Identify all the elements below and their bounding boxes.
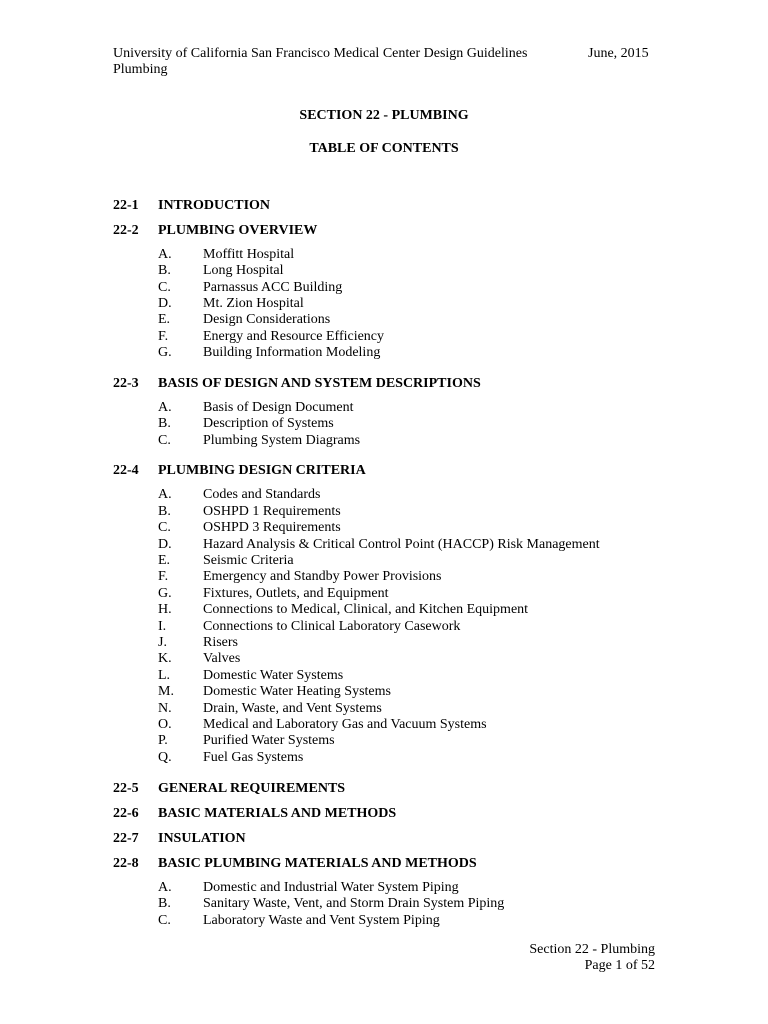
subsection-title: Mt. Zion Hospital — [203, 295, 304, 311]
table-of-contents — [113, 189, 673, 929]
toc-section — [113, 463, 673, 766]
header-date: June, 2015 — [588, 46, 649, 61]
subsection-letter: P. — [158, 733, 168, 749]
section-heading: PLUMBING DESIGN CRITERIA — [158, 463, 366, 479]
footer-section: Section 22 - Plumbing — [529, 942, 655, 957]
header-subtitle: Plumbing — [113, 62, 168, 78]
section-heading: PLUMBING OVERVIEW — [158, 222, 318, 238]
subsection-list — [113, 247, 673, 362]
subsection-letter: B. — [158, 896, 171, 912]
subsection-item — [113, 263, 673, 279]
subsection-item — [113, 247, 673, 263]
subsection-letter: H. — [158, 602, 172, 618]
subsection-title: Domestic Water Systems — [203, 667, 344, 683]
subsection-title: OSHPD 1 Requirements — [203, 503, 341, 519]
section-heading: BASIS OF DESIGN AND SYSTEM DESCRIPTIONS — [158, 375, 481, 391]
subsection-letter: G. — [158, 345, 172, 361]
header-title: University of California San Francisco Medical Center Design Guidelines — [113, 46, 528, 61]
section-number: 22-5 — [113, 780, 139, 796]
subsection-title: Domestic and Industrial Water System Piping — [203, 880, 459, 895]
toc-section-heading — [113, 463, 673, 479]
subsection-letter: Q. — [158, 749, 172, 765]
subsection-letter: O. — [158, 716, 172, 732]
subsection-letter: M. — [158, 684, 174, 700]
subsection-letter: N. — [158, 700, 172, 716]
section-heading: GENERAL REQUIREMENTS — [158, 780, 346, 796]
section-number: 22-7 — [113, 830, 139, 846]
subsection-letter: K. — [158, 651, 172, 667]
section-heading: INTRODUCTION — [158, 197, 271, 213]
subsection-title: Fuel Gas Systems — [203, 749, 304, 765]
toc-section-heading — [113, 806, 673, 822]
subsection-letter: E. — [158, 552, 171, 568]
subsection-title: Connections to Medical, Clinical, and Kitchen Equipment — [203, 602, 529, 618]
section-number: 22-8 — [113, 855, 139, 871]
subsection-item — [113, 280, 673, 296]
toc-section — [113, 831, 673, 847]
toc-section — [113, 781, 673, 797]
section-number: 22-2 — [113, 222, 139, 238]
subsection-item — [113, 602, 673, 618]
subsection-title: Medical and Laboratory Gas and Vacuum Systems — [203, 716, 487, 732]
subsection-item — [113, 504, 673, 520]
subsection-item — [113, 896, 673, 912]
subsection-item — [113, 586, 673, 602]
subsection-title: Long Hospital — [203, 263, 284, 279]
page-footer — [529, 942, 655, 975]
subsection-letter: E. — [158, 312, 171, 328]
subsection-item — [113, 487, 673, 503]
subsection-letter: I. — [158, 618, 167, 634]
toc-section-heading — [113, 376, 673, 392]
subsection-item — [113, 416, 673, 432]
subsection-item — [113, 668, 673, 684]
subsection-title: Hazard Analysis & Critical Control Point (HACCP) Risk Management — [203, 536, 600, 552]
subsection-letter: B. — [158, 503, 171, 519]
section-title: SECTION 22 - PLUMBING — [299, 108, 469, 123]
subsection-letter: B. — [158, 416, 171, 432]
subsection-letter: G. — [158, 585, 172, 601]
subsection-item — [113, 312, 673, 328]
subsection-item — [113, 651, 673, 667]
subsection-title: Codes and Standards — [203, 487, 321, 503]
toc-section-heading — [113, 831, 673, 847]
subsection-title: Purified Water Systems — [203, 733, 335, 749]
subsection-title: Connections to Clinical Laboratory Casework — [203, 618, 461, 634]
subsection-letter: A. — [158, 399, 172, 415]
toc-section-heading — [113, 198, 673, 214]
subsection-item — [113, 733, 673, 749]
subsection-letter: L. — [158, 667, 171, 683]
section-number: 22-4 — [113, 463, 139, 479]
subsection-title: Drain, Waste, and Vent Systems — [203, 700, 382, 716]
subsection-item — [113, 717, 673, 733]
subsection-title: Domestic Water Heating Systems — [203, 684, 391, 700]
subsection-letter: B. — [158, 263, 171, 279]
toc-section — [113, 856, 673, 929]
subsection-title: Description of Systems — [203, 416, 334, 432]
subsection-title: OSHPD 3 Requirements — [203, 520, 341, 536]
toc-section-heading — [113, 856, 673, 872]
subsection-title: Design Considerations — [203, 312, 331, 328]
section-heading: BASIC PLUMBING MATERIALS AND METHODS — [158, 855, 477, 871]
subsection-letter: A. — [158, 880, 172, 895]
subsection-title: Laboratory Waste and Vent System Piping — [203, 912, 440, 928]
toc-section-heading — [113, 223, 673, 239]
subsection-list — [113, 487, 673, 766]
subsection-letter: C. — [158, 520, 171, 536]
subsection-item — [113, 701, 673, 717]
subsection-item — [113, 880, 673, 896]
subsection-title: Valves — [203, 651, 241, 667]
subsection-item — [113, 635, 673, 651]
subsection-title: Building Information Modeling — [203, 345, 381, 361]
toc-section-heading — [113, 781, 673, 797]
subsection-item — [113, 553, 673, 569]
toc-section — [113, 198, 673, 214]
section-heading: INSULATION — [158, 830, 246, 846]
subsection-letter: C. — [158, 912, 171, 928]
section-number: 22-3 — [113, 375, 139, 391]
toc-section — [113, 223, 673, 362]
subsection-letter: F. — [158, 328, 169, 344]
subsection-title: Energy and Resource Efficiency — [203, 328, 385, 344]
subsection-item — [113, 684, 673, 700]
subsection-title: Parnassus ACC Building — [203, 279, 343, 295]
subsection-title: Basis of Design Document — [203, 399, 354, 415]
page-number: Page 1 of 52 — [584, 958, 655, 974]
running-header — [113, 46, 583, 79]
subsection-letter: F. — [158, 569, 169, 585]
subsection-item — [113, 537, 673, 553]
subsection-letter: D. — [158, 536, 172, 552]
section-heading: BASIC MATERIALS AND METHODS — [158, 805, 397, 821]
toc-section — [113, 806, 673, 822]
subsection-letter: D. — [158, 295, 172, 311]
subsection-letter: C. — [158, 432, 171, 448]
subsection-title: Risers — [203, 634, 238, 650]
subsection-letter: C. — [158, 279, 171, 295]
subsection-item — [113, 433, 673, 449]
subsection-item — [113, 345, 673, 361]
subsection-letter: A. — [158, 487, 172, 503]
subsection-letter: J. — [158, 634, 167, 650]
subsection-title: Moffitt Hospital — [203, 246, 295, 262]
subsection-title: Plumbing System Diagrams — [203, 432, 361, 448]
subsection-item — [113, 400, 673, 416]
subsection-title: Fixtures, Outlets, and Equipment — [203, 585, 389, 601]
section-number: 22-6 — [113, 805, 139, 821]
subsection-item — [113, 329, 673, 345]
subsection-item — [113, 913, 673, 929]
subsection-title: Emergency and Standby Power Provisions — [203, 569, 442, 585]
toc-section — [113, 376, 673, 449]
subsection-item — [113, 569, 673, 585]
subsection-list — [113, 880, 673, 929]
subsection-title: Sanitary Waste, Vent, and Storm Drain System Piping — [203, 896, 505, 912]
subsection-item — [113, 750, 673, 766]
subsection-item — [113, 619, 673, 635]
toc-heading: TABLE OF CONTENTS — [309, 141, 459, 156]
section-number: 22-1 — [113, 197, 139, 213]
subsection-list — [113, 400, 673, 449]
subsection-letter: A. — [158, 246, 172, 262]
subsection-item — [113, 296, 673, 312]
subsection-title: Seismic Criteria — [203, 552, 294, 568]
subsection-item — [113, 520, 673, 536]
